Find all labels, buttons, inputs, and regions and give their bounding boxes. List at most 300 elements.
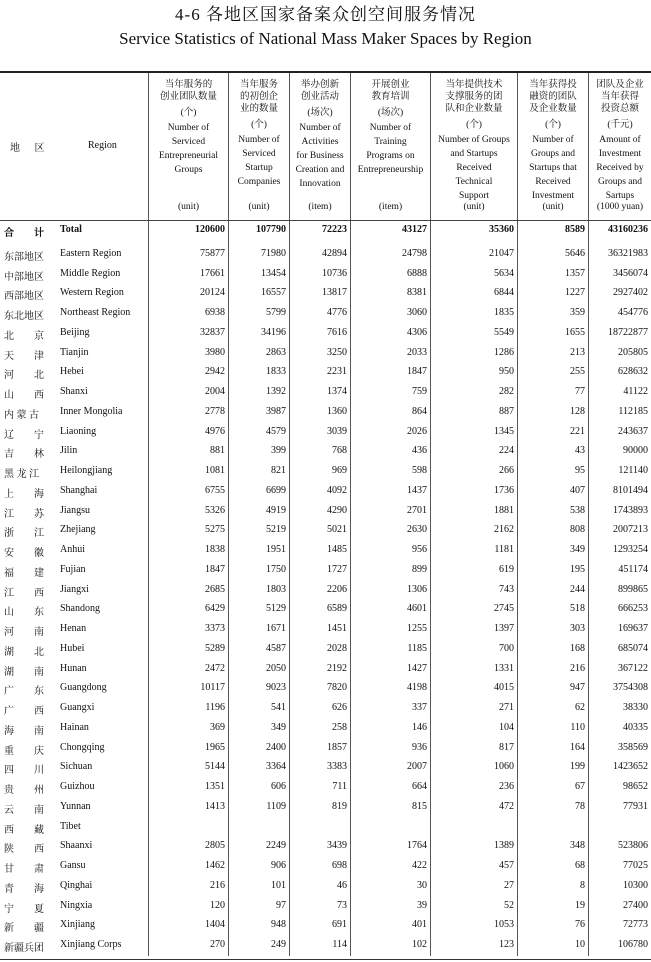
column-header-chinese: 当年提供技术 支撑服务的团 队和企业数量 xyxy=(445,80,503,114)
table-cell: 1727 xyxy=(327,563,347,575)
region-name-chinese: 中部地区 xyxy=(4,271,44,283)
table-cell: 205805 xyxy=(618,346,648,358)
table-cell: 98652 xyxy=(623,781,648,792)
table-cell: 5144 xyxy=(205,761,225,773)
region-name-english: Qinghai xyxy=(60,879,93,891)
column-unit-chinese: (个) xyxy=(180,108,197,118)
table-cell: 236 xyxy=(499,781,514,792)
table-cell: 52 xyxy=(504,899,514,911)
table-cell: 1655 xyxy=(565,326,585,338)
region-name-english: Inner Mongolia xyxy=(60,405,123,417)
table-cell: 2007213 xyxy=(613,524,648,536)
table-cell: 224 xyxy=(499,445,514,457)
table-cell: 271 xyxy=(499,702,514,713)
table-cell: 2472 xyxy=(205,662,225,674)
table-cell: 3439 xyxy=(327,840,347,852)
table-cell: 4601 xyxy=(407,603,427,615)
table-cell: 1185 xyxy=(407,642,427,654)
region-name-english: Henan xyxy=(60,623,87,634)
table-cell: 5129 xyxy=(266,603,286,615)
table-row xyxy=(0,640,651,660)
table-cell: 1351 xyxy=(205,781,225,792)
table-row xyxy=(0,699,651,719)
table-cell: 1423652 xyxy=(613,761,648,773)
table-cell: 30 xyxy=(417,879,427,891)
table-cell: 349 xyxy=(570,544,585,555)
region-name-english: Zhejiang xyxy=(60,524,96,536)
table-cell: 457 xyxy=(499,860,514,871)
region-name-english: Beijing xyxy=(60,326,90,338)
table-cell: 899865 xyxy=(618,583,648,595)
column-header-chinese: 团队及企业 当年获得 投资总额 xyxy=(596,80,644,114)
table-row xyxy=(0,798,651,818)
table-cell: 367122 xyxy=(618,662,648,674)
region-name-english: Hubei xyxy=(60,642,85,654)
table-body xyxy=(0,221,651,956)
column-unit-chinese: (千元) xyxy=(607,120,633,130)
table-cell: 1743893 xyxy=(613,504,648,516)
region-name-chinese: 湖 南 xyxy=(4,666,44,678)
table-cell: 110 xyxy=(570,721,585,733)
region-name-chinese: 山 西 xyxy=(4,390,44,401)
column-unit-chinese: (个) xyxy=(466,120,482,130)
column-divider xyxy=(588,221,589,956)
title-english: Service Statistics of National Mass Maker Spaces by Region xyxy=(119,29,532,48)
region-name-english: Liaoning xyxy=(60,425,97,437)
table-cell: 606 xyxy=(271,781,286,792)
table-cell: 3364 xyxy=(266,761,286,773)
table-cell: 1109 xyxy=(266,800,286,812)
region-name-chinese: 山 东 xyxy=(4,607,44,619)
table-cell: 77 xyxy=(575,386,585,397)
table-cell: 73 xyxy=(337,899,347,911)
column-divider xyxy=(350,221,351,956)
statistics-table xyxy=(0,71,651,956)
table-cell: 2745 xyxy=(494,603,514,615)
table-cell: 2927402 xyxy=(613,287,648,299)
region-name-chinese: 天 津 xyxy=(4,350,44,362)
table-cell: 123 xyxy=(499,939,514,950)
region-name-english: Chongqing xyxy=(60,741,105,753)
table-cell: 1427 xyxy=(407,662,427,674)
table-cell: 2026 xyxy=(407,425,427,437)
table-cell: 6755 xyxy=(205,484,225,496)
table-cell: 10300 xyxy=(623,879,648,891)
region-name-english: Gansu xyxy=(60,860,86,871)
table-cell: 711 xyxy=(332,781,347,792)
table-cell: 41122 xyxy=(623,386,648,397)
table-cell: 97 xyxy=(276,899,286,911)
table-row xyxy=(0,344,651,364)
table-cell: 4306 xyxy=(407,326,427,338)
table-row xyxy=(0,818,651,838)
table-cell: 68 xyxy=(575,860,585,871)
table-cell: 3039 xyxy=(327,425,347,437)
region-name-english: Xinjiang Corps xyxy=(60,939,122,950)
table-row xyxy=(0,304,651,324)
table-cell: 1293254 xyxy=(613,544,648,555)
table-cell: 881 xyxy=(210,445,225,457)
table-row xyxy=(0,936,651,956)
table-cell: 78 xyxy=(575,800,585,812)
region-name-chinese: 甘 肃 xyxy=(4,864,44,875)
table-cell: 598 xyxy=(412,465,427,476)
table-cell: 2050 xyxy=(266,662,286,674)
table-cell: 821 xyxy=(271,465,286,476)
table-cell: 266 xyxy=(499,465,514,476)
table-cell: 3250 xyxy=(327,346,347,358)
region-name-chinese: 黑 龙 江 xyxy=(4,469,39,480)
table-cell: 472 xyxy=(499,800,514,812)
table-cell: 17661 xyxy=(200,267,225,279)
column-header-english: Number of Groups and Startups Received Technical Support xyxy=(438,135,510,201)
region-name-english: Tibet xyxy=(60,820,81,832)
table-cell: 5219 xyxy=(266,524,286,536)
table-cell: 39 xyxy=(417,899,427,911)
region-name-chinese: 江 苏 xyxy=(4,508,44,520)
table-cell: 906 xyxy=(271,860,286,871)
table-cell: 4092 xyxy=(327,484,347,496)
table-cell: 1485 xyxy=(327,544,347,555)
table-cell: 6888 xyxy=(407,267,427,279)
table-cell: 1360 xyxy=(327,405,347,417)
table-row xyxy=(0,897,651,917)
table-cell: 42894 xyxy=(322,247,347,259)
table-cell: 3373 xyxy=(205,623,225,634)
table-cell: 541 xyxy=(271,702,286,713)
table-cell: 5326 xyxy=(205,504,225,516)
table-cell: 9023 xyxy=(266,682,286,694)
region-name-english: Guangdong xyxy=(60,682,107,694)
table-cell: 1764 xyxy=(407,840,427,852)
table-row xyxy=(0,383,651,403)
table-cell: 2007 xyxy=(407,761,427,773)
table-cell: 1081 xyxy=(205,465,225,476)
region-name-english: Jilin xyxy=(60,445,78,457)
column-header-chinese: 开展创业 教育培训 xyxy=(371,80,410,102)
table-cell: 270 xyxy=(210,939,225,950)
table-cell: 34196 xyxy=(261,326,286,338)
table-row xyxy=(0,403,651,423)
table-cell: 1451 xyxy=(327,623,347,634)
region-name-chinese: 辽 宁 xyxy=(4,429,44,441)
region-name-english: Sichuan xyxy=(60,761,93,773)
table-cell: 106780 xyxy=(618,939,648,950)
column-header-7 xyxy=(588,73,651,220)
table-row xyxy=(0,265,651,285)
column-unit-english: (unit) xyxy=(542,202,564,212)
table-cell: 1833 xyxy=(266,366,286,378)
table-row xyxy=(0,857,651,877)
table-cell: 121140 xyxy=(618,465,648,476)
region-name-chinese: 青 海 xyxy=(4,883,44,895)
table-cell: 5799 xyxy=(266,307,286,318)
table-cell: 1227 xyxy=(565,287,585,299)
table-cell: 13454 xyxy=(261,267,286,279)
column-header-chinese: 当年获得投 融资的团队 及企业数量 xyxy=(529,80,577,114)
table-row xyxy=(0,284,651,304)
region-name-chinese: 上 海 xyxy=(4,488,44,500)
table-cell: 899 xyxy=(412,563,427,575)
column-header-english: Number of Groups and Startups that Received Investment xyxy=(529,135,577,201)
table-cell: 947 xyxy=(570,682,585,694)
table-cell: 71980 xyxy=(261,247,286,259)
table-cell: 77931 xyxy=(623,800,648,812)
region-name-english: Guizhou xyxy=(60,781,95,792)
table-cell: 2400 xyxy=(266,741,286,753)
column-header-6 xyxy=(517,73,588,220)
table-cell: 1838 xyxy=(205,544,225,555)
table-cell: 8101494 xyxy=(613,484,648,496)
region-name-chinese: 广 西 xyxy=(4,706,44,717)
region-name-chinese: 河 南 xyxy=(4,627,44,638)
table-cell: 700 xyxy=(499,642,514,654)
table-cell: 1965 xyxy=(205,741,225,753)
table-cell: 216 xyxy=(210,879,225,891)
table-cell: 5275 xyxy=(205,524,225,536)
table-cell: 349 xyxy=(271,721,286,733)
region-name-chinese: 浙 江 xyxy=(4,528,44,540)
table-cell: 36321983 xyxy=(608,247,648,259)
table-cell: 2231 xyxy=(327,366,347,378)
table-cell: 4919 xyxy=(266,504,286,516)
column-header-2 xyxy=(228,73,289,220)
table-cell: 1951 xyxy=(266,544,286,555)
column-divider xyxy=(517,221,518,956)
table-cell: 936 xyxy=(412,741,427,753)
table-cell: 4015 xyxy=(494,682,514,694)
table-row xyxy=(0,679,651,699)
table-cell: 5289 xyxy=(205,642,225,654)
table-cell: 887 xyxy=(499,405,514,417)
region-name-english: Yunnan xyxy=(60,800,91,812)
region-name-english: Ningxia xyxy=(60,899,93,911)
table-cell: 169637 xyxy=(618,623,648,634)
table-cell: 407 xyxy=(570,484,585,496)
table-cell: 956 xyxy=(412,544,427,555)
region-name-chinese: 新 疆 xyxy=(4,923,44,935)
table-cell: 10 xyxy=(575,939,585,950)
table-cell: 120 xyxy=(210,899,225,911)
table-cell: 401 xyxy=(412,919,427,931)
table-cell: 112185 xyxy=(618,405,648,417)
table-cell: 4976 xyxy=(205,425,225,437)
table-cell: 768 xyxy=(332,445,347,457)
table-cell: 358569 xyxy=(618,741,648,753)
table-cell: 628632 xyxy=(618,366,648,378)
table-cell: 128 xyxy=(570,405,585,417)
table-cell: 4776 xyxy=(327,307,347,318)
table-header xyxy=(0,71,651,221)
total-row xyxy=(0,221,651,241)
table-cell: 691 xyxy=(332,919,347,931)
table-row xyxy=(0,324,651,344)
table-bottom-rule xyxy=(0,959,651,960)
table-cell: 1389 xyxy=(494,840,514,852)
table-row xyxy=(0,581,651,601)
table-cell: 454776 xyxy=(618,307,648,318)
table-cell: 4587 xyxy=(266,642,286,654)
table-cell: 258 xyxy=(332,721,347,733)
table-cell: 2206 xyxy=(327,583,347,595)
column-unit-chinese: (场次) xyxy=(377,108,404,118)
region-name-english: Hainan xyxy=(60,721,89,733)
table-cell: 743 xyxy=(499,583,514,595)
table-cell: 2249 xyxy=(266,840,286,852)
table-cell: 8381 xyxy=(407,287,427,299)
table-cell: 808 xyxy=(570,524,585,536)
table-cell: 399 xyxy=(271,445,286,457)
region-name-chinese: 福 建 xyxy=(4,567,44,579)
column-header-english: Number of Training Programs on Entrepreneurship xyxy=(357,123,424,175)
table-cell: 422 xyxy=(412,860,427,871)
region-name-chinese: 东北地区 xyxy=(4,311,44,322)
table-cell: 62 xyxy=(575,702,585,713)
region-name-english: Jiangsu xyxy=(60,504,90,516)
column-unit-english: (unit) xyxy=(177,202,200,212)
table-cell: 6589 xyxy=(327,603,347,615)
column-header-1 xyxy=(148,73,228,220)
table-cell: 864 xyxy=(412,405,427,417)
table-cell: 243637 xyxy=(618,425,648,437)
table-cell: 666253 xyxy=(618,603,648,615)
region-name-chinese: 贵 州 xyxy=(4,785,44,796)
table-cell: 6938 xyxy=(205,307,225,318)
column-unit-english: (unit) xyxy=(463,202,485,212)
table-cell: 1331 xyxy=(494,662,514,674)
column-header-english: Number of Serviced Startup Companies xyxy=(237,135,281,187)
table-cell: 619 xyxy=(499,563,514,575)
region-name-chinese: 北 京 xyxy=(4,330,44,342)
table-cell: 5549 xyxy=(494,326,514,338)
table-row xyxy=(0,600,651,620)
table-row xyxy=(0,660,651,680)
table-cell: 32837 xyxy=(200,326,225,338)
region-name-chinese: 安 徽 xyxy=(4,548,44,559)
table-cell: 95 xyxy=(575,465,585,476)
table-cell: 1345 xyxy=(494,425,514,437)
table-cell: 13817 xyxy=(322,287,347,299)
table-cell: 195 xyxy=(570,563,585,575)
region-name-chinese: 河 北 xyxy=(4,370,44,382)
table-cell: 369 xyxy=(210,721,225,733)
column-header-chinese: 当年服务 的初创企 业的数量 xyxy=(239,80,278,114)
table-cell: 72773 xyxy=(623,919,648,931)
table-cell: 72223 xyxy=(322,224,347,235)
table-cell: 77025 xyxy=(623,860,648,871)
region-name-english: Heilongjiang xyxy=(60,465,113,476)
table-cell: 1357 xyxy=(565,267,585,279)
region-name-english: Tianjin xyxy=(60,346,89,358)
table-cell: 107790 xyxy=(256,224,286,235)
column-header-english: Number of Activities for Business Creation and Innovation xyxy=(295,123,345,189)
column-header-chinese: 举办创新 创业活动 xyxy=(300,80,339,102)
table-cell: 2863 xyxy=(266,346,286,358)
table-cell: 2028 xyxy=(327,642,347,654)
column-header-5 xyxy=(430,73,517,220)
table-cell: 819 xyxy=(332,800,347,812)
table-cell: 1462 xyxy=(205,860,225,871)
table-cell: 6699 xyxy=(266,484,286,496)
region-name-chinese: 西部地区 xyxy=(4,291,44,303)
table-cell: 7616 xyxy=(327,326,347,338)
region-name-chinese: 广 东 xyxy=(4,686,44,698)
region-name-chinese: 新疆兵团 xyxy=(4,943,44,954)
table-cell: 1847 xyxy=(205,563,225,575)
table-cell: 1060 xyxy=(494,761,514,773)
table-row xyxy=(0,245,651,265)
table-row xyxy=(0,916,651,936)
column-header-4 xyxy=(350,73,430,220)
table-cell: 164 xyxy=(570,741,585,753)
region-name-chinese: 云 南 xyxy=(4,804,44,816)
table-cell: 199 xyxy=(570,761,585,773)
column-unit-chinese: (个) xyxy=(545,120,561,130)
table-cell: 1413 xyxy=(205,800,225,812)
region-name-english: Middle Region xyxy=(60,267,121,279)
table-cell: 4579 xyxy=(266,425,286,437)
table-cell: 518 xyxy=(570,603,585,615)
table-row xyxy=(0,423,651,443)
table-row xyxy=(0,363,651,383)
table-cell: 5021 xyxy=(327,524,347,536)
table-cell: 337 xyxy=(412,702,427,713)
table-cell: 5646 xyxy=(565,247,585,259)
table-cell: 3456074 xyxy=(613,267,648,279)
table-cell: 282 xyxy=(499,386,514,397)
table-cell: 1397 xyxy=(494,623,514,634)
table-cell: 24798 xyxy=(402,247,427,259)
region-name-english: Shanghai xyxy=(60,484,98,496)
table-cell: 8589 xyxy=(565,224,585,235)
table-row xyxy=(0,482,651,502)
table-cell: 1181 xyxy=(494,544,514,555)
region-name-english: Jiangxi xyxy=(60,583,89,595)
table-cell: 43 xyxy=(575,445,585,457)
table-row xyxy=(0,877,651,897)
table-cell: 969 xyxy=(332,465,347,476)
table-cell: 1196 xyxy=(205,702,225,713)
region-header-english: Region xyxy=(88,140,117,151)
table-cell: 10736 xyxy=(322,267,347,279)
table-cell: 16557 xyxy=(261,287,286,299)
region-name-chinese: 陕 西 xyxy=(4,844,44,856)
table-cell: 3383 xyxy=(327,761,347,773)
table-cell: 626 xyxy=(332,702,347,713)
table-cell: 2685 xyxy=(205,583,225,595)
table-cell: 101 xyxy=(271,879,286,891)
table-cell: 2942 xyxy=(205,366,225,378)
column-unit-chinese: (个) xyxy=(251,120,267,130)
region-name-english: Hebei xyxy=(60,366,84,378)
table-cell: 950 xyxy=(499,366,514,378)
region-name-english: Shaanxi xyxy=(60,840,93,852)
table-cell: 1847 xyxy=(407,366,427,378)
table-cell: 4198 xyxy=(407,682,427,694)
region-name-chinese: 东部地区 xyxy=(4,251,44,263)
table-cell: 4290 xyxy=(327,504,347,516)
table-row xyxy=(0,541,651,561)
table-cell: 102 xyxy=(412,939,427,950)
table-cell: 664 xyxy=(412,781,427,792)
table-cell: 255 xyxy=(570,366,585,378)
table-cell: 1881 xyxy=(494,504,514,516)
table-cell: 3987 xyxy=(266,405,286,417)
table-cell: 21047 xyxy=(489,247,514,259)
region-name-english: Guangxi xyxy=(60,702,95,713)
table-cell: 27 xyxy=(504,879,514,891)
table-cell: 75877 xyxy=(200,247,225,259)
